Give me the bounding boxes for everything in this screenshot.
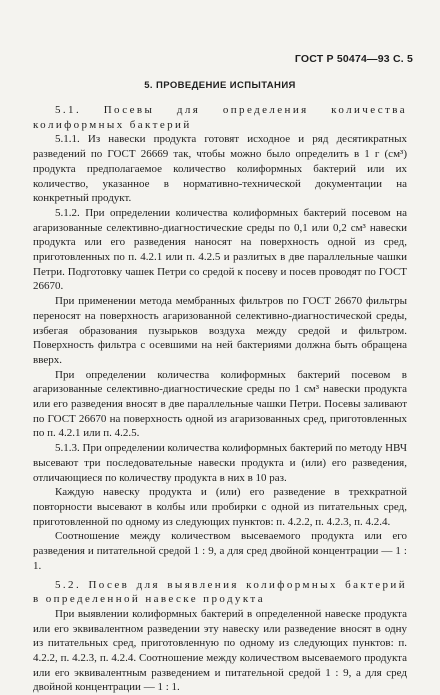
subsection-heading: 5.1. Посевы для определения количества колиформных бактерий [33, 104, 407, 131]
page-header: ГОСТ Р 50474—93 С. 5 [294, 53, 413, 65]
paragraph: При определении количества колиформных бактерий посевом в агаризованные селективно-диагностические среды по 1 см³ навески продукта или его разведения вносят в две параллельные чашки Петри. Посевы заливают по ГОСТ 26670 на поверхность одной из агаризованных сред, приготовленных по п. 4.2.1 или п. 4.2.5. [33, 368, 407, 440]
paragraph: При применении метода мембранных фильтров по ГОСТ 26670 фильтры переносят на поверхность агаризованной селективно-диагностической среды, избегая образования пузырьков воздуха между средой и фильтром. Поверхность фильтра с осевшими на ней бактериями должна быть обращена вверх. [33, 295, 407, 366]
paragraph: 5.1.1. Из навески продукта готовят исходное и ряд десятикратных разведений по ГОСТ 26669 так, чтобы можно было определить в 1 г (см³) продукта предполагаемое количество колиформных бактерий или их количество, указанное в нормативно-технической документации на конкретный продукт. [33, 133, 407, 205]
paragraph: При выявлении колиформных бактерий в определенной навеске продукта или его эквивалентном разведении эту навеску или разведение вносят в одну из питательных сред, приготовленную по одному из следующих пунктов: п. 4.2.2, п. 4.2.3, п. 4.2.4. Соотношение между количеством высеваемого продукта или его эквивалентным разведением и питательной средой 1 : 9, а для сред двойной концентрации — 1 : 1. [33, 607, 407, 694]
paragraph: Соотношение между количеством высеваемого продукта или его разведения и питательной средой 1 : 9, а для сред двойной концентрации — 1 : 1. [33, 530, 407, 572]
paragraph: 5.1.3. При определении количества колиформных бактерий по методу НВЧ высевают три последовательные навески продукта и (или) его разведения, отличающиеся по количеству продукта в них в 10 раз. [33, 442, 407, 484]
document-body [33, 99, 407, 695]
section-title: 5. ПРОВЕДЕНИЕ ИСПЫТАНИЯ [144, 80, 296, 91]
subsection-heading: 5.2. Посев для выявления колиформных бактерий в определенной навеске продукта [33, 578, 407, 606]
paragraph: 5.1.2. При определении количества колиформных бактерий посевом на агаризованные селективно-диагностические среды по 0,1 или 0,2 см³ навески продукта или его разведения наносят на поверхность одной из сред, приготовленных по п. 4.2.1 или п. 4.2.5 и разлитых в две параллельные чашки Петри. Подготовку чашек Петри со средой к посеву и посев проводят по ГОСТ 26670. [33, 206, 407, 293]
paragraph: Каждую навеску продукта и (или) его разведение в трехкратной повторности высевают в колбы или пробирки с одной из питательных сред, приготовленной по одному из следующих пунктов: п. 4.2.2, п. 4.2.3, п. 4.2.4. [33, 486, 407, 528]
